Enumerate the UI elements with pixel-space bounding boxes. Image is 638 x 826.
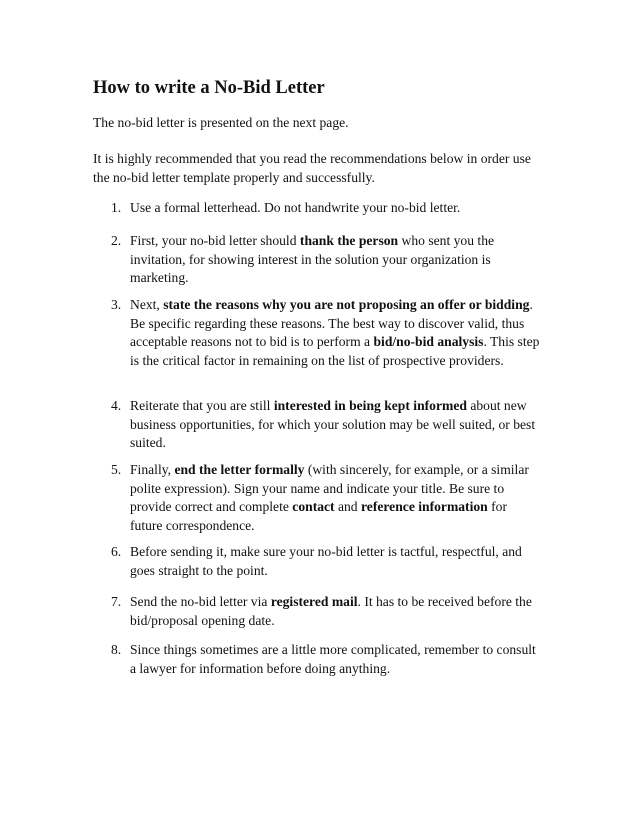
list-item [93, 593, 553, 630]
text-run: Since things sometimes are a little more complicated, remember to consult a lawyer for information before doing anything. [130, 642, 536, 676]
list-item-text [130, 641, 540, 678]
emphasis-text: interested in being kept informed [273, 398, 467, 413]
list-item-text [130, 461, 540, 535]
list-item-text [130, 593, 540, 630]
text-run: Finally, [130, 462, 175, 477]
list-item [93, 296, 553, 370]
list-item-number: 8. [111, 642, 122, 657]
text-run: and [334, 499, 362, 515]
document-title: How to write a No-Bid Letter [93, 78, 325, 98]
text-run: . This step is the critical factor in remaining on the list of prospective providers. [130, 334, 540, 368]
list-item [93, 232, 553, 288]
text-run: (with sincerely, for example, or a similar polite expression). Sign your name and indicate your title. Be sure to provide correct and complete [130, 462, 529, 515]
text-run: Send the no-bid letter via [130, 594, 271, 609]
list-item-number: 3. [111, 297, 122, 312]
text-run: Reiterate that you are still [130, 398, 274, 413]
list-item-text [130, 199, 540, 218]
list-item-number: 4. [111, 398, 122, 413]
text-run: Use a formal letterhead. Do not handwrite your no-bid letter. [130, 200, 461, 215]
list-item [93, 397, 553, 453]
text-run: Next, [130, 297, 164, 312]
text-run: about new business opportunities, for which your solution may be well suited, or best suited. [130, 398, 536, 451]
list-item-text [130, 296, 540, 370]
list-item-number: 6. [111, 544, 122, 559]
list-item-number: 7. [111, 594, 122, 609]
emphasis-text: bid/no-bid analysis [373, 334, 484, 350]
emphasis-text: registered mail [270, 594, 358, 609]
list-item-number: 2. [111, 233, 122, 248]
intro-paragraph-1: The no-bid letter is presented on the next page. [93, 115, 349, 130]
emphasis-text: state the reasons why you are not proposing an offer or bidding [163, 297, 530, 312]
text-run: . It has to be received before the bid/proposal opening date. [130, 594, 532, 628]
text-run: . Be specific regarding these reasons. The best way to discover valid, thus acceptable reasons not to bid is to perform a [130, 297, 533, 350]
list-item-text [130, 397, 540, 453]
intro-paragraph-2: It is highly recommended that you read the recommendations below in order use the no-bid letter template properly and successfully. [93, 151, 531, 185]
text-run: First, your no-bid letter should [130, 233, 300, 248]
text-run: Before sending it, make sure your no-bid letter is tactful, respectful, and goes straight to the point. [130, 544, 522, 578]
list-item-text [130, 232, 540, 288]
list-item-text [130, 543, 540, 580]
text-run: who sent you the invitation, for showing interest in the solution your organization is marketing. [130, 233, 495, 286]
list-item [93, 641, 553, 678]
emphasis-text: reference information [361, 499, 488, 515]
text-run: for future correspondence. [130, 499, 507, 533]
list-item [93, 461, 553, 535]
emphasis-text: thank the person [299, 233, 399, 248]
list-item [93, 199, 553, 218]
list-item-number: 1. [111, 200, 122, 215]
emphasis-text: end the letter formally [174, 462, 305, 477]
emphasis-text: contact [292, 499, 335, 515]
list-item-number: 5. [111, 462, 122, 477]
list-item [93, 543, 553, 580]
